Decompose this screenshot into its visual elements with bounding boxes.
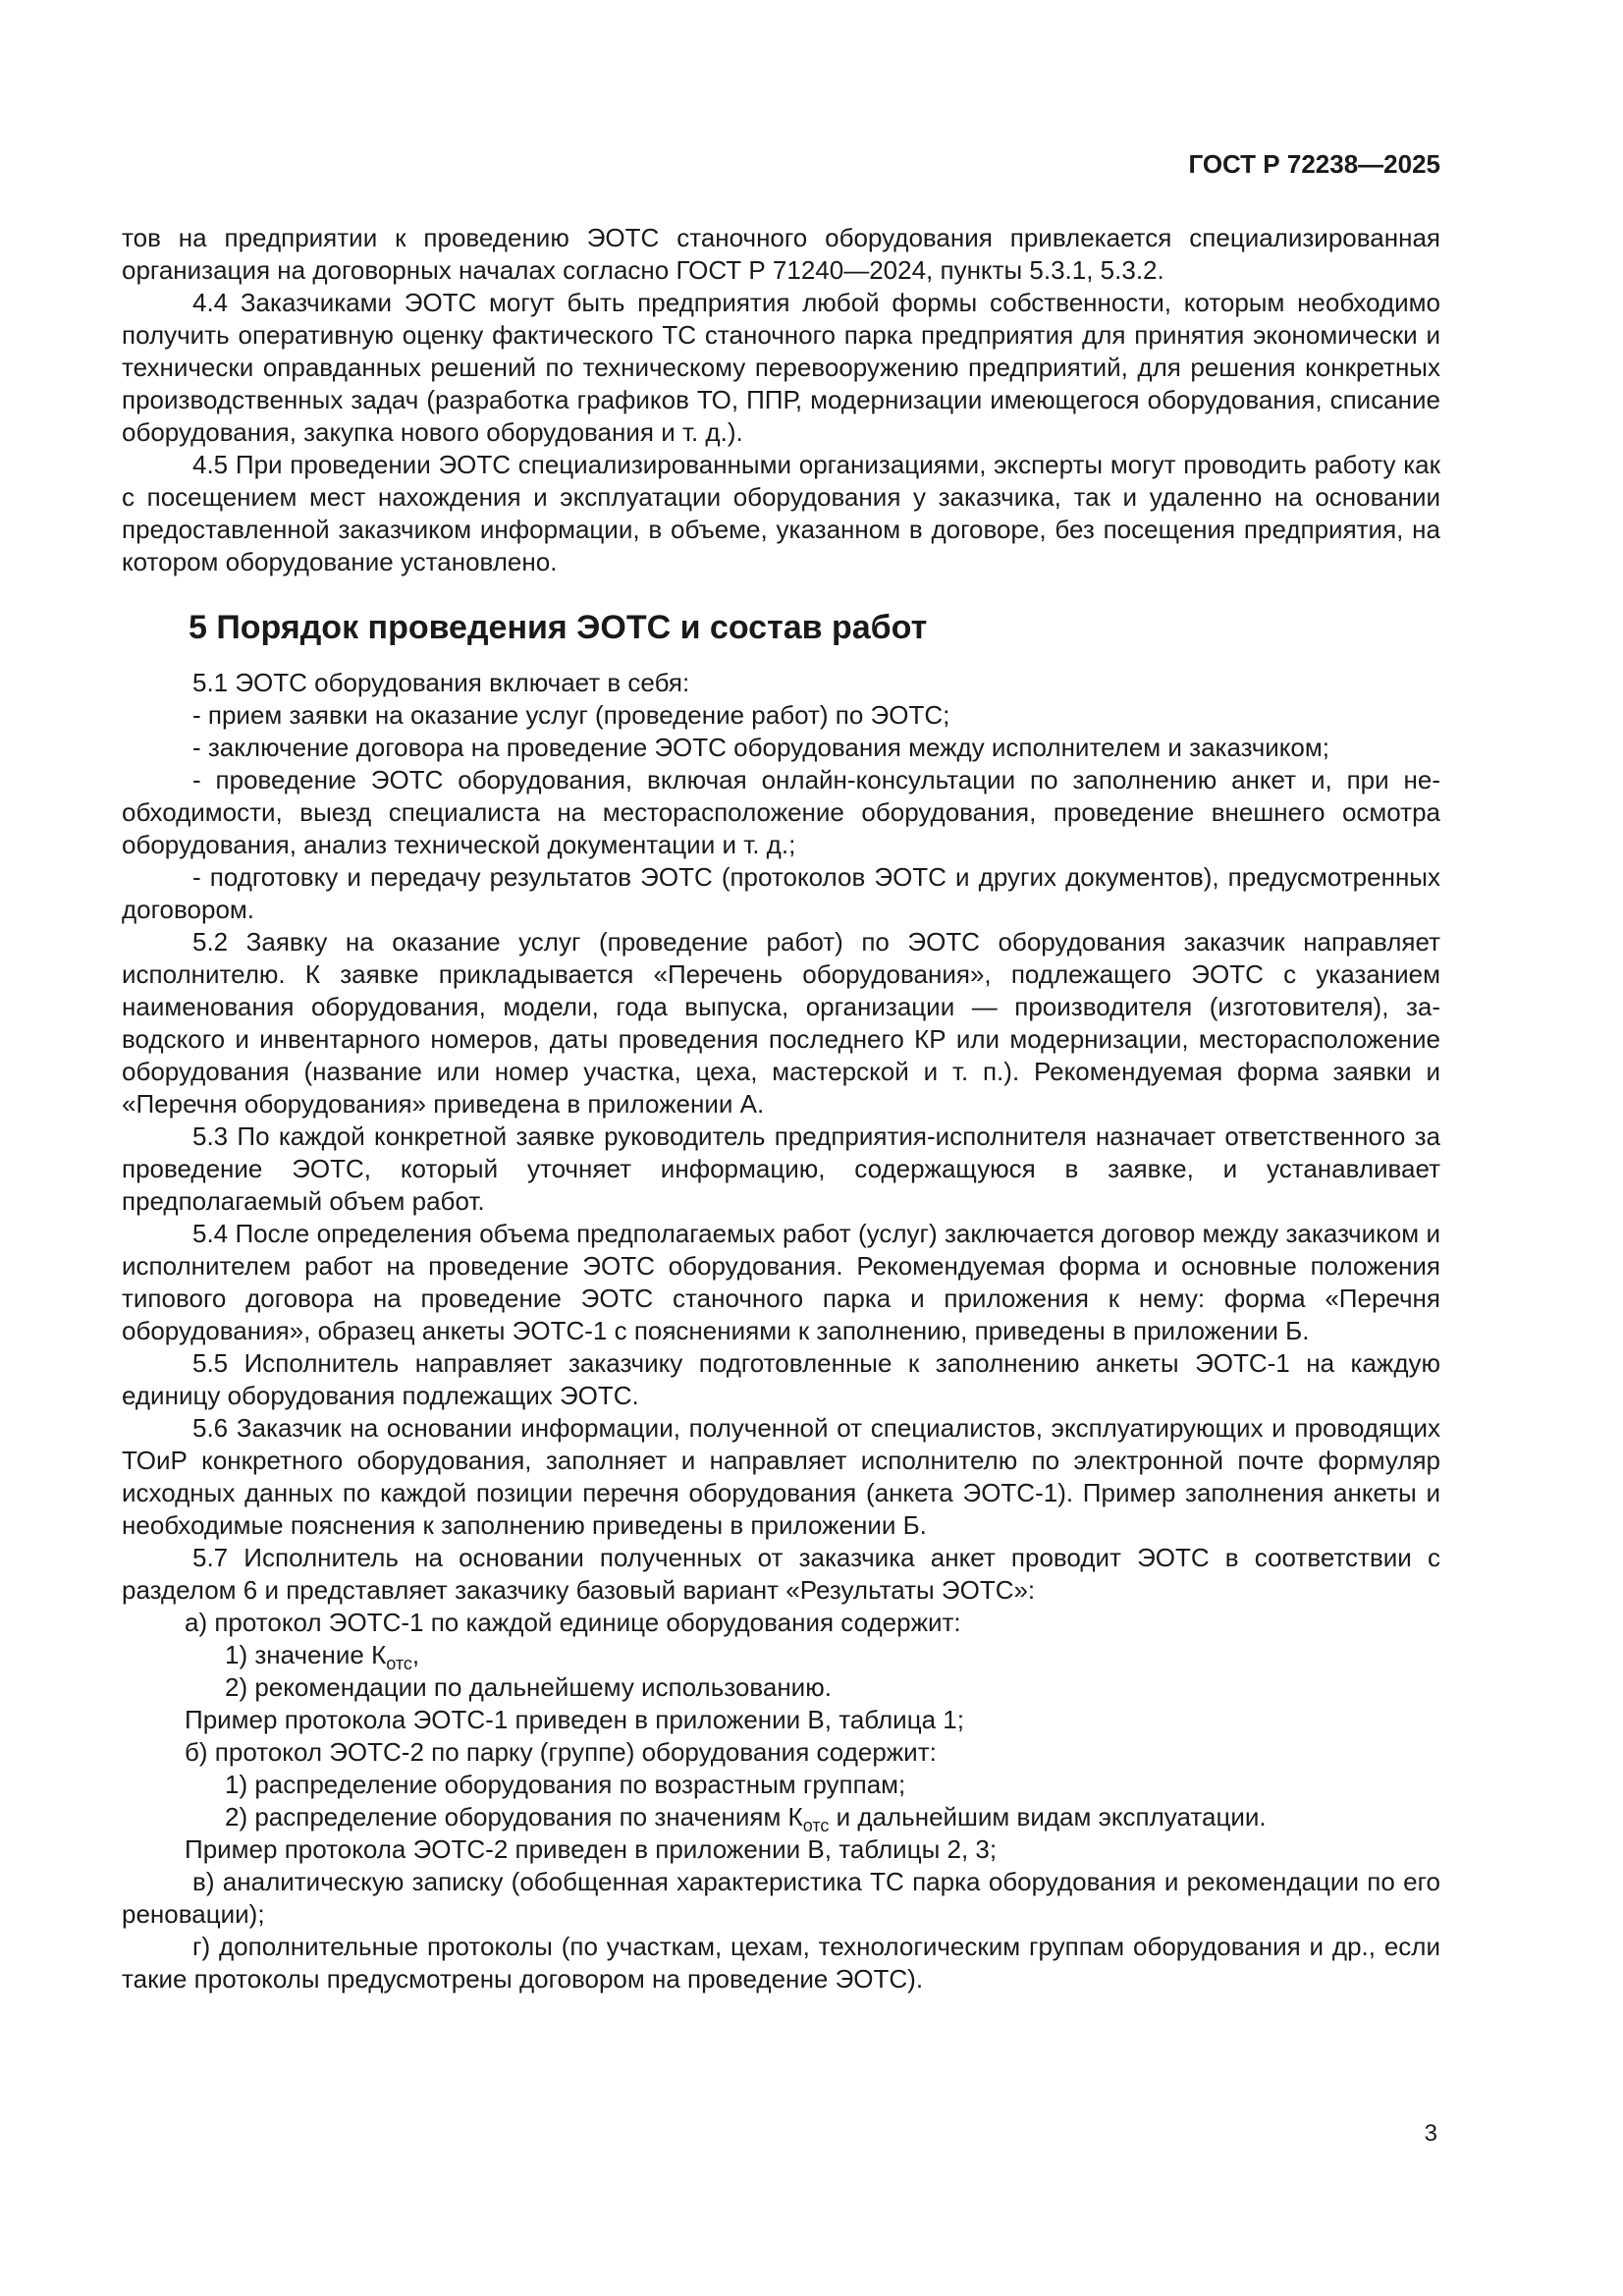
list-item: - прием заявки на оказание услуг (проведение работ) по ЭОТС; [192,700,950,730]
subscript-otc: отс [386,1654,412,1673]
document-header: ГОСТ Р 72238—2025 [1188,149,1440,179]
list-item-a: а) протокол ЭОТС-1 по каждой единице оборудования содержит: [185,1608,961,1637]
example-note: Пример протокола ЭОТС-2 приведен в приложении В, таблицы 2, 3; [185,1834,998,1864]
paragraph-5-7: 5.7 Исполнитель на основании полученных от заказчика анкет проводит ЭОТС в соответствии с разделом 6 и представляет заказчику базовый вариант «Результаты ЭОТС»: [122,1543,1440,1605]
paragraph-5-3: 5.3 По каждой конкретной заявке руководитель предприятия-исполнителя назначает ответственного за проведение ЭОТС, который уточняет информацию, содержащуюся в заявке, и устанавливает предполагаемый объем работ. [122,1121,1440,1216]
sub-item: 1) распределение оборудования по возрастным группам; [225,1770,906,1799]
example-note: Пример протокола ЭОТС-1 приведен в приложении В, таблица 1; [185,1705,964,1734]
paragraph-5-5: 5.5 Исполнитель направляет заказчику подготовленные к заполнению анкеты ЭОТС-1 на каждую единицу оборудования подлежащих ЭОТС. [122,1348,1440,1410]
paragraph-5-2: 5.2 Заявку на оказание услуг (проведение работ) по ЭОТС оборудования заказчик направляет исполнителю. К заявке прикладывается «Перечень оборудования», подлежащего ЭОТС с указанием наименования оборудования, модели, года выпуска, организации — производителя (изготовителя), заводского и инвентарного номеров, даты проведения последнего КР или модернизации, месторасположение оборудования (название или номер участка, цеха, мастерской и т. п.). Рекомендуемая форма заявки и «Перечня оборудования» приведена в приложении А. [122,927,1440,1119]
document-body [122,222,1440,1995]
page-number: 3 [1424,2120,1437,2147]
section-heading-5: 5 Порядок проведения ЭОТС и состав работ [189,609,928,646]
paragraph-continuation: тов на предприятии к проведению ЭОТС станочного оборудования привлекается специализированная организация на договорных началах согласно ГОСТ Р 71240—2024, пункты 5.3.1, 5.3.2. [122,223,1440,285]
subscript-otc: отс [802,1816,830,1835]
sub-item-text: 2) распределение оборудования по значениям К [225,1802,803,1831]
sub-item [122,1639,1440,1671]
list-item: - проведение ЭОТС оборудования, включая онлайн-консультации по заполнению анкет и, при необходимости, выезд специалиста на месторасположение оборудования, проведение внешнего осмотра оборудования, анализ технической документации и т. д.; [122,765,1440,859]
sub-item [122,1801,1440,1833]
list-item: - заключение договора на проведение ЭОТС оборудования между исполнителем и заказчиком; [192,733,1329,762]
sub-item: 2) рекомендации по дальнейшему использованию. [225,1672,832,1702]
list-item-g: г) дополнительные протоколы (по участкам, цехам, технологическим группам оборудования и др., если такие протоколы предусмотрены договором на проведение ЭОТС). [122,1932,1440,1994]
paragraph-4-5: 4.5 При проведении ЭОТС специализированными организациями, эксперты могут проводить работу как с посещением мест нахождения и эксплуатации оборудования у заказчика, так и удаленно на основании предоставленной заказчиком информации, в объеме, указанном в договоре, без посещения предприятия, на котором оборудование установлено. [122,450,1440,576]
sub-item-tail: , [411,1640,420,1669]
paragraph-5-1: 5.1 ЭОТС оборудования включает в себя: [192,668,690,697]
paragraph-4-4: 4.4 Заказчиками ЭОТС могут быть предприятия любой формы собственности, которым необходимо получить оперативную оценку фактического ТС станочного парка предприятия для принятия экономически и технически оправданных решений по техническому перевооружению предприятий, для решения конкретных производственных задач (разработка графиков ТО, ППР, модернизации имеющегося оборудования, списание оборудования, закупка нового оборудования и т. д.). [122,288,1440,447]
list-item-b: б) протокол ЭОТС-2 по парку (группе) оборудования содержит: [185,1737,937,1767]
list-item: - подготовку и передачу результатов ЭОТС (протоколов ЭОТС и других документов), предусмотренных договором. [122,862,1440,924]
paragraph-5-6: 5.6 Заказчик на основании информации, полученной от специалистов, эксплуатирующих и проводящих ТОиР конкретного оборудования, заполняет и направляет исполнителю по электронной почте формуляр исходных данных по каждой позиции перечня оборудования (анкета ЭОТС-1). Пример заполнения анкеты и необходимые пояснения к заполнению приведены в приложении Б. [122,1413,1440,1540]
paragraph-5-4: 5.4 После определения объема предполагаемых работ (услуг) заключается договор между заказчиком и исполнителем работ на проведение ЭОТС оборудования. Рекомендуемая форма и основные положения типового договора на проведение ЭОТС станочного парка и приложения к нему: форма «Перечня оборудования», образец анкеты ЭОТС-1 с пояснениями к заполнению, приведены в приложении Б. [122,1219,1440,1345]
sub-item-tail: и дальнейшим видам эксплуатации. [829,1802,1267,1831]
sub-item-text: 1) значение К [225,1640,387,1669]
list-item-v: в) аналитическую записку (обобщенная характеристика ТС парка оборудования и рекомендации по его реновации); [122,1867,1440,1929]
